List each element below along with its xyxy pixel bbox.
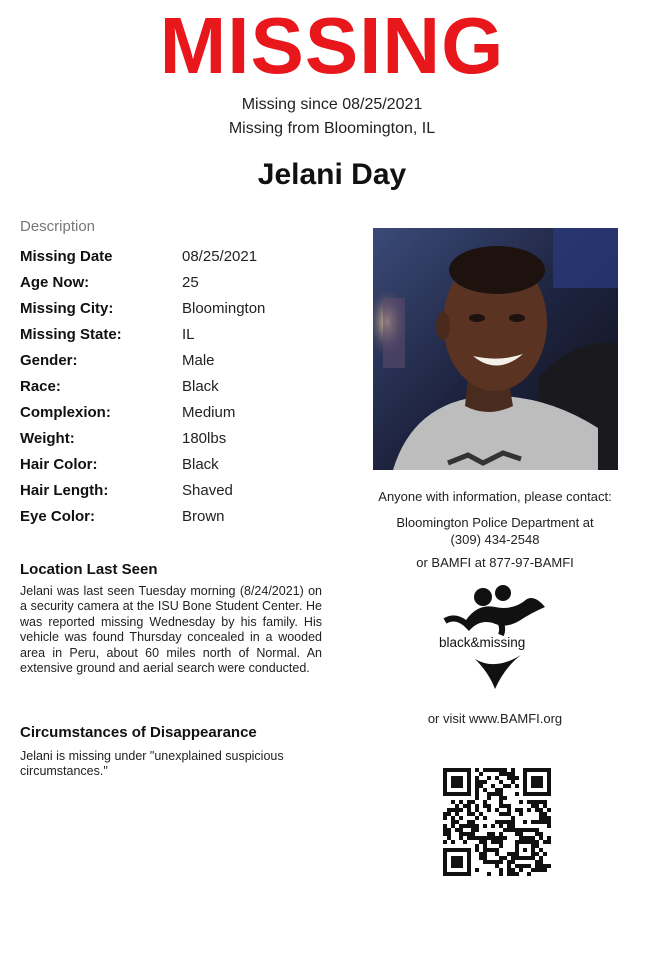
person-name: Jelani Day [257,158,407,191]
field-label: Eye Color: [20,508,96,525]
field-row [20,248,350,274]
missing-from-text: Missing from Bloomington, IL [228,120,436,137]
description-fields [20,248,350,534]
field-label: Weight: [20,430,75,447]
circumstances-title: Circumstances of Disappearance [20,724,257,741]
field-value: 08/25/2021 [182,248,258,265]
field-row [20,456,350,482]
field-row [20,482,350,508]
field-value: 25 [182,274,199,291]
field-row [20,378,350,404]
qr-code[interactable] [443,768,551,876]
field-label: Gender: [20,352,78,369]
field-label: Missing State: [20,326,122,343]
field-value: 180lbs [182,430,227,447]
field-value: Shaved [182,482,233,499]
field-row [20,352,350,378]
contact-alt: or BAMFI at 877-97-BAMFI [416,555,574,570]
missing-headline: MISSING [159,1,505,90]
black-and-missing-logo [435,585,555,693]
field-label: Race: [20,378,61,395]
location-text: Jelani was last seen Tuesday morning (8/24/2021) on a security camera at the ISU Bone Student Center. He was reported missing Wednesday by his family. His vehicle was found Thursday concealed in a wooded area in Peru, about 60 miles north of Normal. An extensive ground and aerial search were conducted. [20,584,322,676]
contact-department: Bloomington Police Department at [396,515,594,530]
field-row [20,508,350,534]
missing-since-text: Missing since 08/25/2021 [241,96,423,113]
circumstances-text: Jelani is missing under "unexplained suspicious circumstances." [20,749,284,779]
field-value: Medium [182,404,236,421]
logo-text: black&missing [439,635,526,650]
description-label: Description [20,218,96,235]
field-label: Age Now: [20,274,90,291]
field-value: Black [182,378,219,395]
person-photo [373,228,618,470]
field-label: Missing Date [20,248,113,265]
field-row [20,430,350,456]
location-title: Location Last Seen [20,561,158,578]
field-value: IL [182,326,195,343]
field-label: Hair Length: [20,482,109,499]
field-value: Black [182,456,219,473]
contact-phone: (309) 434-2548 [450,532,540,547]
field-value: Bloomington [182,300,266,317]
field-row [20,404,350,430]
contact-intro: Anyone with information, please contact: [378,489,612,504]
field-value: Brown [182,508,225,525]
field-row [20,300,350,326]
contact-website: or visit www.BAMFI.org [427,711,563,726]
field-row [20,274,350,300]
field-row [20,326,350,352]
field-label: Complexion: [20,404,111,421]
field-label: Hair Color: [20,456,98,473]
field-label: Missing City: [20,300,114,317]
field-value: Male [182,352,215,369]
